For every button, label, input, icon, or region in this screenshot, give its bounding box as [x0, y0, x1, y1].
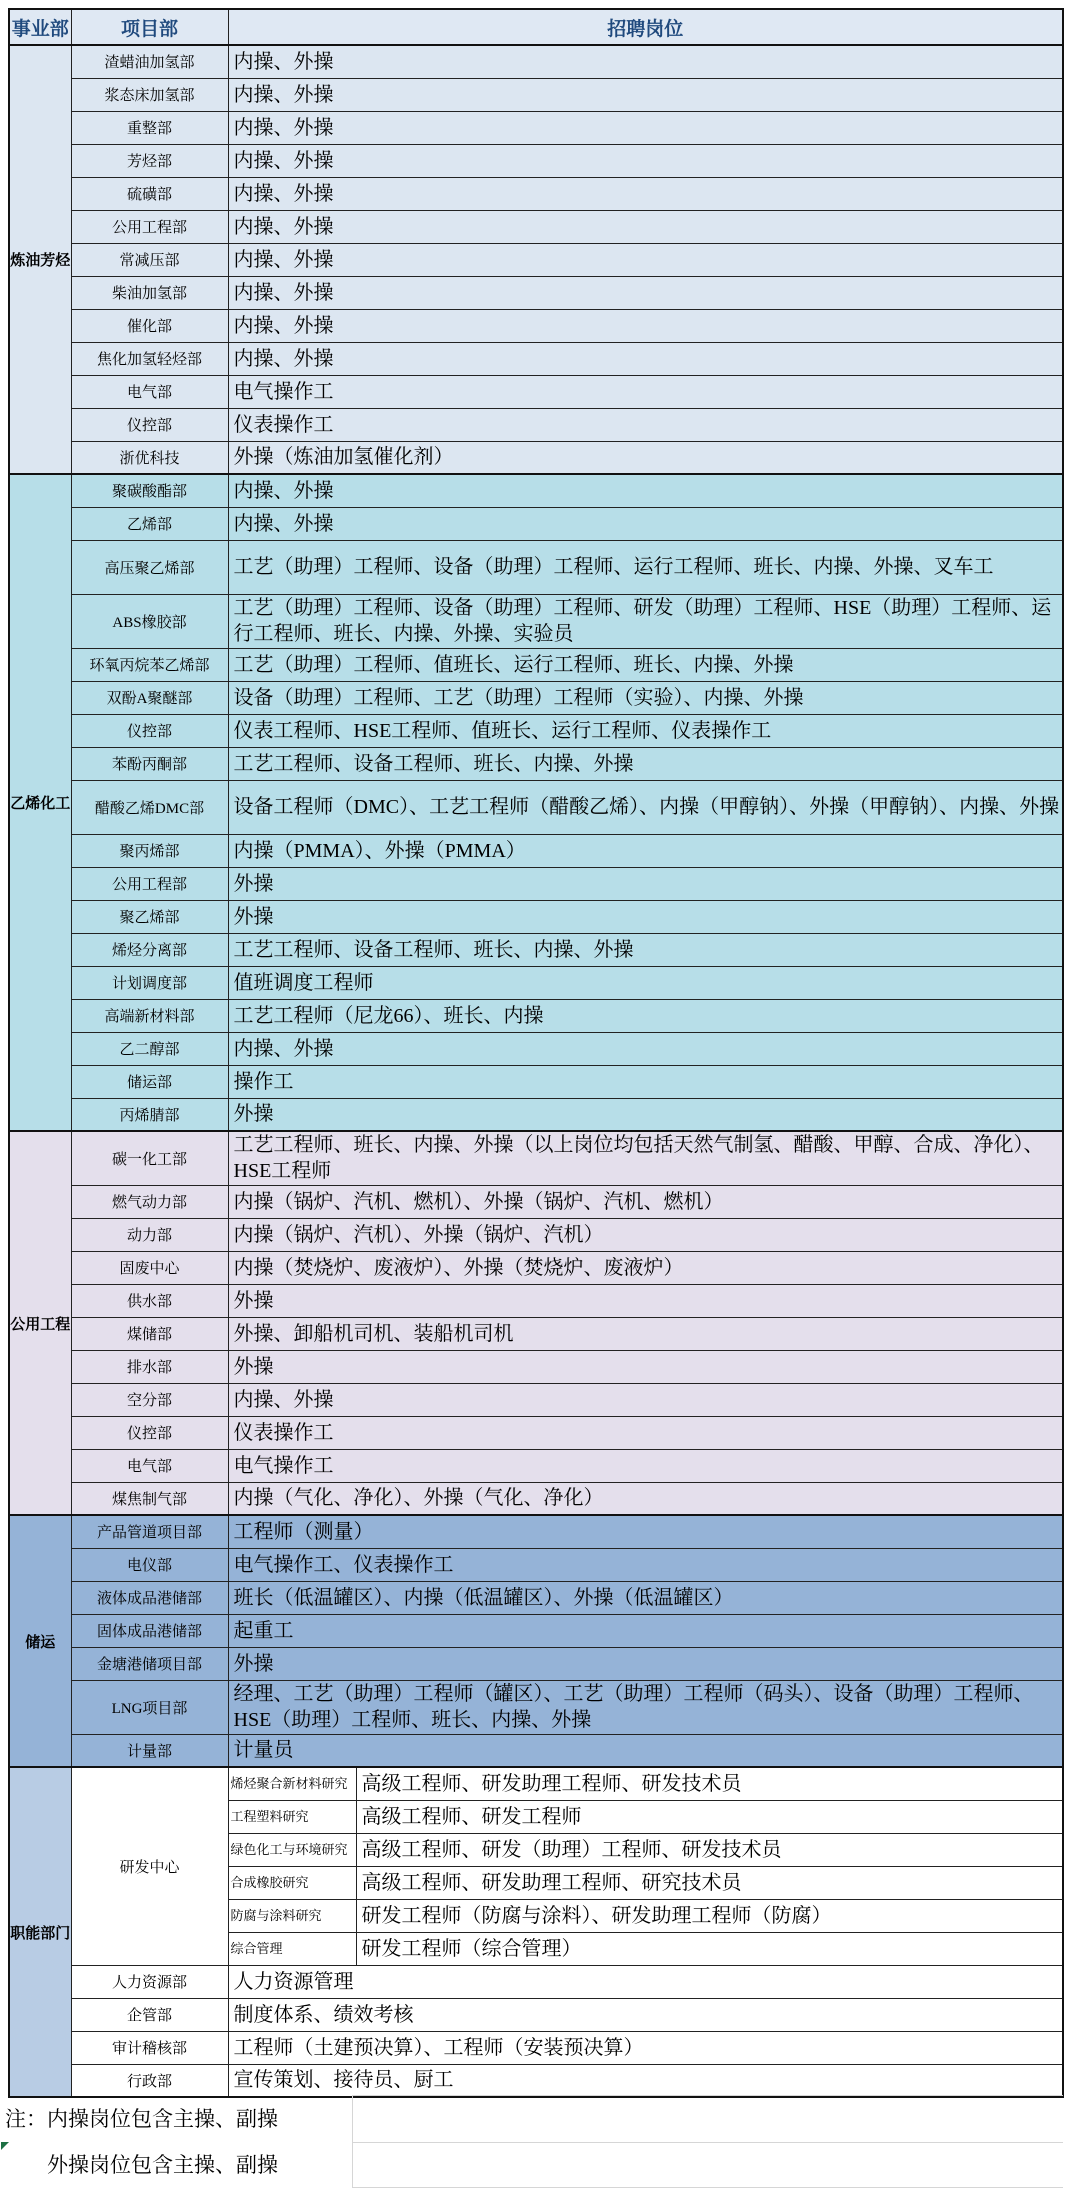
positions-cell: 工艺（助理）工程师、设备（助理）工程师、研发（助理）工程师、HSE（助理）工程师、运行工程师、班长、内操、外操、实验员: [228, 594, 1063, 648]
positions-cell: 内操、外操: [228, 177, 1063, 210]
department-cell: 高端新材料部: [71, 999, 228, 1032]
department-cell: LNG项目部: [71, 1680, 228, 1734]
department-cell: 公用工程部: [71, 210, 228, 243]
department-cell: 煤焦制气部: [71, 1482, 228, 1515]
table-row: [9, 243, 1063, 276]
positions-cell: 内操、外操: [228, 507, 1063, 540]
positions-cell: 内操、外操: [228, 1032, 1063, 1065]
positions-cell: 高级工程师、研发助理工程师、研发技术员: [356, 1767, 1063, 1800]
department-cell: 电气部: [71, 375, 228, 408]
header-department: 项目部: [71, 9, 228, 45]
department-cell: 动力部: [71, 1218, 228, 1251]
department-cell: 空分部: [71, 1383, 228, 1416]
department-cell: 碳一化工部: [71, 1131, 228, 1185]
positions-cell: 外操: [228, 900, 1063, 933]
footnote-row: [0, 2141, 1062, 2187]
division-cell: 职能部门: [9, 1767, 71, 2097]
department-cell: 产品管道项目部: [71, 1515, 228, 1548]
table-row: [9, 1416, 1063, 1449]
table-row: [9, 276, 1063, 309]
table-row: [9, 714, 1063, 747]
department-cell: ABS橡胶部: [71, 594, 228, 648]
table-row: [9, 1098, 1063, 1131]
department-cell: 供水部: [71, 1284, 228, 1317]
table-row: [9, 1734, 1063, 1767]
department-cell: 焦化加氢轻烃部: [71, 342, 228, 375]
table-row: [9, 747, 1063, 780]
division-cell: 公用工程: [9, 1131, 71, 1515]
department-cell: 仪控部: [71, 1416, 228, 1449]
positions-cell: 工艺工程师、设备工程师、班长、内操、外操: [228, 933, 1063, 966]
table-row: [9, 1284, 1063, 1317]
positions-cell: 设备工程师（DMC）、工艺工程师（醋酸乙烯）、内操（甲醇钠）、外操（甲醇钠）、内操、外操: [228, 780, 1063, 834]
footnote-text: 外操岗位包含主操、副操: [47, 2153, 278, 2177]
empty-cell-gridlines: [352, 2095, 1063, 2143]
positions-cell: 内操（焚烧炉、废液炉）、外操（焚烧炉、废液炉）: [228, 1251, 1063, 1284]
department-cell: 乙烯部: [71, 507, 228, 540]
table-row: [9, 681, 1063, 714]
table-row: [9, 309, 1063, 342]
positions-cell: 人力资源管理: [228, 1965, 1063, 1998]
table-row: [9, 966, 1063, 999]
department-cell: 聚乙烯部: [71, 900, 228, 933]
positions-cell: 工艺工程师（尼龙66）、班长、内操: [228, 999, 1063, 1032]
table-row: [9, 1581, 1063, 1614]
positions-cell: 仪表工程师、HSE工程师、值班长、运行工程师、仪表操作工: [228, 714, 1063, 747]
positions-cell: 工程师（测量）: [228, 1515, 1063, 1548]
department-cell: 计量部: [71, 1734, 228, 1767]
department-cell: 电仪部: [71, 1548, 228, 1581]
research-area-cell: 综合管理: [228, 1932, 356, 1965]
department-cell: 液体成品港储部: [71, 1581, 228, 1614]
table-row: [9, 1965, 1063, 1998]
positions-cell: 电气操作工: [228, 1449, 1063, 1482]
research-area-cell: 工程塑料研究: [228, 1800, 356, 1833]
recruitment-table: [8, 8, 1064, 2098]
department-cell: 双酚A聚醚部: [71, 681, 228, 714]
department-cell: 渣蜡油加氢部: [71, 45, 228, 78]
table-row: [9, 1251, 1063, 1284]
department-cell: 浙优科技: [71, 441, 228, 474]
department-cell: 烯烃分离部: [71, 933, 228, 966]
positions-cell: 外操: [228, 1350, 1063, 1383]
department-cell: 燃气动力部: [71, 1185, 228, 1218]
department-cell: 金塘港储项目部: [71, 1647, 228, 1680]
table-row: [9, 1647, 1063, 1680]
positions-cell: 电气操作工、仪表操作工: [228, 1548, 1063, 1581]
table-row: [9, 1482, 1063, 1515]
positions-cell: 内操（气化、净化）、外操（气化、净化）: [228, 1482, 1063, 1515]
division-cell: 乙烯化工: [9, 474, 71, 1131]
table-row: [9, 834, 1063, 867]
positions-cell: 外操: [228, 1647, 1063, 1680]
table-row: [9, 780, 1063, 834]
department-cell: 浆态床加氢部: [71, 78, 228, 111]
table-row: [9, 648, 1063, 681]
positions-cell: 内操、外操: [228, 1383, 1063, 1416]
positions-cell: 经理、工艺（助理）工程师（罐区）、工艺（助理）工程师（码头）、设备（助理）工程师、HSE（助理）工程师、班长、内操、外操: [228, 1680, 1063, 1734]
positions-cell: 电气操作工: [228, 375, 1063, 408]
positions-cell: 工艺（助理）工程师、设备（助理）工程师、运行工程师、班长、内操、外操、叉车工: [228, 540, 1063, 594]
table-row: [9, 540, 1063, 594]
table-row: [9, 1032, 1063, 1065]
table-row: [9, 111, 1063, 144]
positions-cell: 高级工程师、研发（助理）工程师、研发技术员: [356, 1833, 1063, 1866]
header-positions: 招聘岗位: [228, 9, 1063, 45]
department-cell: 环氧丙烷苯乙烯部: [71, 648, 228, 681]
table-row: [9, 1383, 1063, 1416]
department-cell: 丙烯腈部: [71, 1098, 228, 1131]
positions-cell: 外操: [228, 1098, 1063, 1131]
positions-cell: 内操、外操: [228, 210, 1063, 243]
table-row: [9, 1185, 1063, 1218]
empty-cell-gridlines: [352, 2141, 1063, 2188]
positions-cell: 工艺工程师、班长、内操、外操（以上岗位均包括天然气制氢、醋酸、甲醇、合成、净化）、HSE工程师: [228, 1131, 1063, 1185]
table-row: [9, 342, 1063, 375]
table-row: [9, 1515, 1063, 1548]
table-row: [9, 210, 1063, 243]
department-cell: 电气部: [71, 1449, 228, 1482]
table-row: [9, 1767, 1063, 1800]
footnotes: [0, 2095, 1062, 2187]
department-cell: 催化部: [71, 309, 228, 342]
department-cell: 企管部: [71, 1998, 228, 2031]
department-cell: 硫磺部: [71, 177, 228, 210]
positions-cell: 高级工程师、研发工程师: [356, 1800, 1063, 1833]
positions-cell: 内操（PMMA）、外操（PMMA）: [228, 834, 1063, 867]
positions-cell: 值班调度工程师: [228, 966, 1063, 999]
table-row: [9, 177, 1063, 210]
positions-cell: 设备（助理）工程师、工艺（助理）工程师（实验）、内操、外操: [228, 681, 1063, 714]
positions-cell: 外操（炼油加氢催化剂）: [228, 441, 1063, 474]
positions-cell: 内操、外操: [228, 474, 1063, 507]
table-row: [9, 1680, 1063, 1734]
table-row: [9, 1614, 1063, 1647]
table-row: [9, 1350, 1063, 1383]
research-area-cell: 烯烃聚合新材料研究: [228, 1767, 356, 1800]
positions-cell: 工艺工程师、设备工程师、班长、内操、外操: [228, 747, 1063, 780]
table-row: [9, 144, 1063, 177]
department-cell: 人力资源部: [71, 1965, 228, 1998]
table-row: [9, 594, 1063, 648]
department-cell: 计划调度部: [71, 966, 228, 999]
positions-cell: 工艺（助理）工程师、值班长、运行工程师、班长、内操、外操: [228, 648, 1063, 681]
header-row: [9, 9, 1063, 45]
table-row: [9, 1065, 1063, 1098]
positions-cell: 内操、外操: [228, 111, 1063, 144]
footnote-text: 注：内操岗位包含主操、副操: [5, 2107, 278, 2131]
positions-cell: 研发工程师（防腐与涂料）、研发助理工程师（防腐）: [356, 1899, 1063, 1932]
department-cell: 醋酸乙烯DMC部: [71, 780, 228, 834]
positions-cell: 外操: [228, 1284, 1063, 1317]
department-cell: 排水部: [71, 1350, 228, 1383]
division-cell: 储运: [9, 1515, 71, 1767]
positions-cell: 内操（锅炉、汽机）、外操（锅炉、汽机）: [228, 1218, 1063, 1251]
department-cell: 行政部: [71, 2064, 228, 2097]
table-row: [9, 999, 1063, 1032]
table-row: [9, 1218, 1063, 1251]
department-cell: 煤储部: [71, 1317, 228, 1350]
table-row: [9, 375, 1063, 408]
table-row: [9, 474, 1063, 507]
department-cell: 高压聚乙烯部: [71, 540, 228, 594]
department-cell: 公用工程部: [71, 867, 228, 900]
positions-cell: 内操（锅炉、汽机、燃机）、外操（锅炉、汽机、燃机）: [228, 1185, 1063, 1218]
positions-cell: 工程师（土建预决算）、工程师（安装预决算）: [228, 2031, 1063, 2064]
table-row: [9, 1449, 1063, 1482]
department-cell: 乙二醇部: [71, 1032, 228, 1065]
department-cell: 常减压部: [71, 243, 228, 276]
research-area-cell: 防腐与涂料研究: [228, 1899, 356, 1932]
positions-cell: 起重工: [228, 1614, 1063, 1647]
table-row: [9, 933, 1063, 966]
excel-error-flag-icon: [1, 2142, 9, 2150]
positions-cell: 宣传策划、接待员、厨工: [228, 2064, 1063, 2097]
research-area-cell: 绿色化工与环境研究: [228, 1833, 356, 1866]
positions-cell: 班长（低温罐区）、内操（低温罐区）、外操（低温罐区）: [228, 1581, 1063, 1614]
research-area-cell: 合成橡胶研究: [228, 1866, 356, 1899]
department-cell: 芳烃部: [71, 144, 228, 177]
division-cell: 炼油芳烃: [9, 45, 71, 474]
positions-cell: 仪表操作工: [228, 1416, 1063, 1449]
positions-cell: 内操、外操: [228, 276, 1063, 309]
table-row: [9, 1548, 1063, 1581]
department-cell: 重整部: [71, 111, 228, 144]
table-row: [9, 45, 1063, 78]
positions-cell: 内操、外操: [228, 144, 1063, 177]
positions-cell: 内操、外操: [228, 78, 1063, 111]
department-cell: 聚丙烯部: [71, 834, 228, 867]
positions-cell: 高级工程师、研发助理工程师、研究技术员: [356, 1866, 1063, 1899]
table-row: [9, 2064, 1063, 2097]
department-cell: 储运部: [71, 1065, 228, 1098]
department-cell: 苯酚丙酮部: [71, 747, 228, 780]
positions-cell: 外操: [228, 867, 1063, 900]
department-cell: 仪控部: [71, 408, 228, 441]
table-row: [9, 1131, 1063, 1185]
department-cell: 仪控部: [71, 714, 228, 747]
department-cell: 审计稽核部: [71, 2031, 228, 2064]
positions-cell: 计量员: [228, 1734, 1063, 1767]
table-row: [9, 408, 1063, 441]
header-division: 事业部: [9, 9, 71, 45]
table-row: [9, 78, 1063, 111]
positions-cell: 内操、外操: [228, 45, 1063, 78]
positions-cell: 仪表操作工: [228, 408, 1063, 441]
positions-cell: 制度体系、绩效考核: [228, 1998, 1063, 2031]
table-row: [9, 441, 1063, 474]
table-row: [9, 2031, 1063, 2064]
positions-cell: 内操、外操: [228, 243, 1063, 276]
footnote-row: [0, 2095, 1062, 2141]
positions-cell: 内操、外操: [228, 309, 1063, 342]
positions-cell: 研发工程师（综合管理）: [356, 1932, 1063, 1965]
positions-cell: 操作工: [228, 1065, 1063, 1098]
table-row: [9, 1998, 1063, 2031]
department-cell: 固废中心: [71, 1251, 228, 1284]
department-cell: 固体成品港储部: [71, 1614, 228, 1647]
table-row: [9, 867, 1063, 900]
department-cell: 柴油加氢部: [71, 276, 228, 309]
positions-cell: 外操、卸船机司机、装船机司机: [228, 1317, 1063, 1350]
table-row: [9, 1317, 1063, 1350]
table-row: [9, 507, 1063, 540]
department-cell: 研发中心: [71, 1767, 228, 1965]
table-row: [9, 900, 1063, 933]
positions-cell: 内操、外操: [228, 342, 1063, 375]
department-cell: 聚碳酸酯部: [71, 474, 228, 507]
